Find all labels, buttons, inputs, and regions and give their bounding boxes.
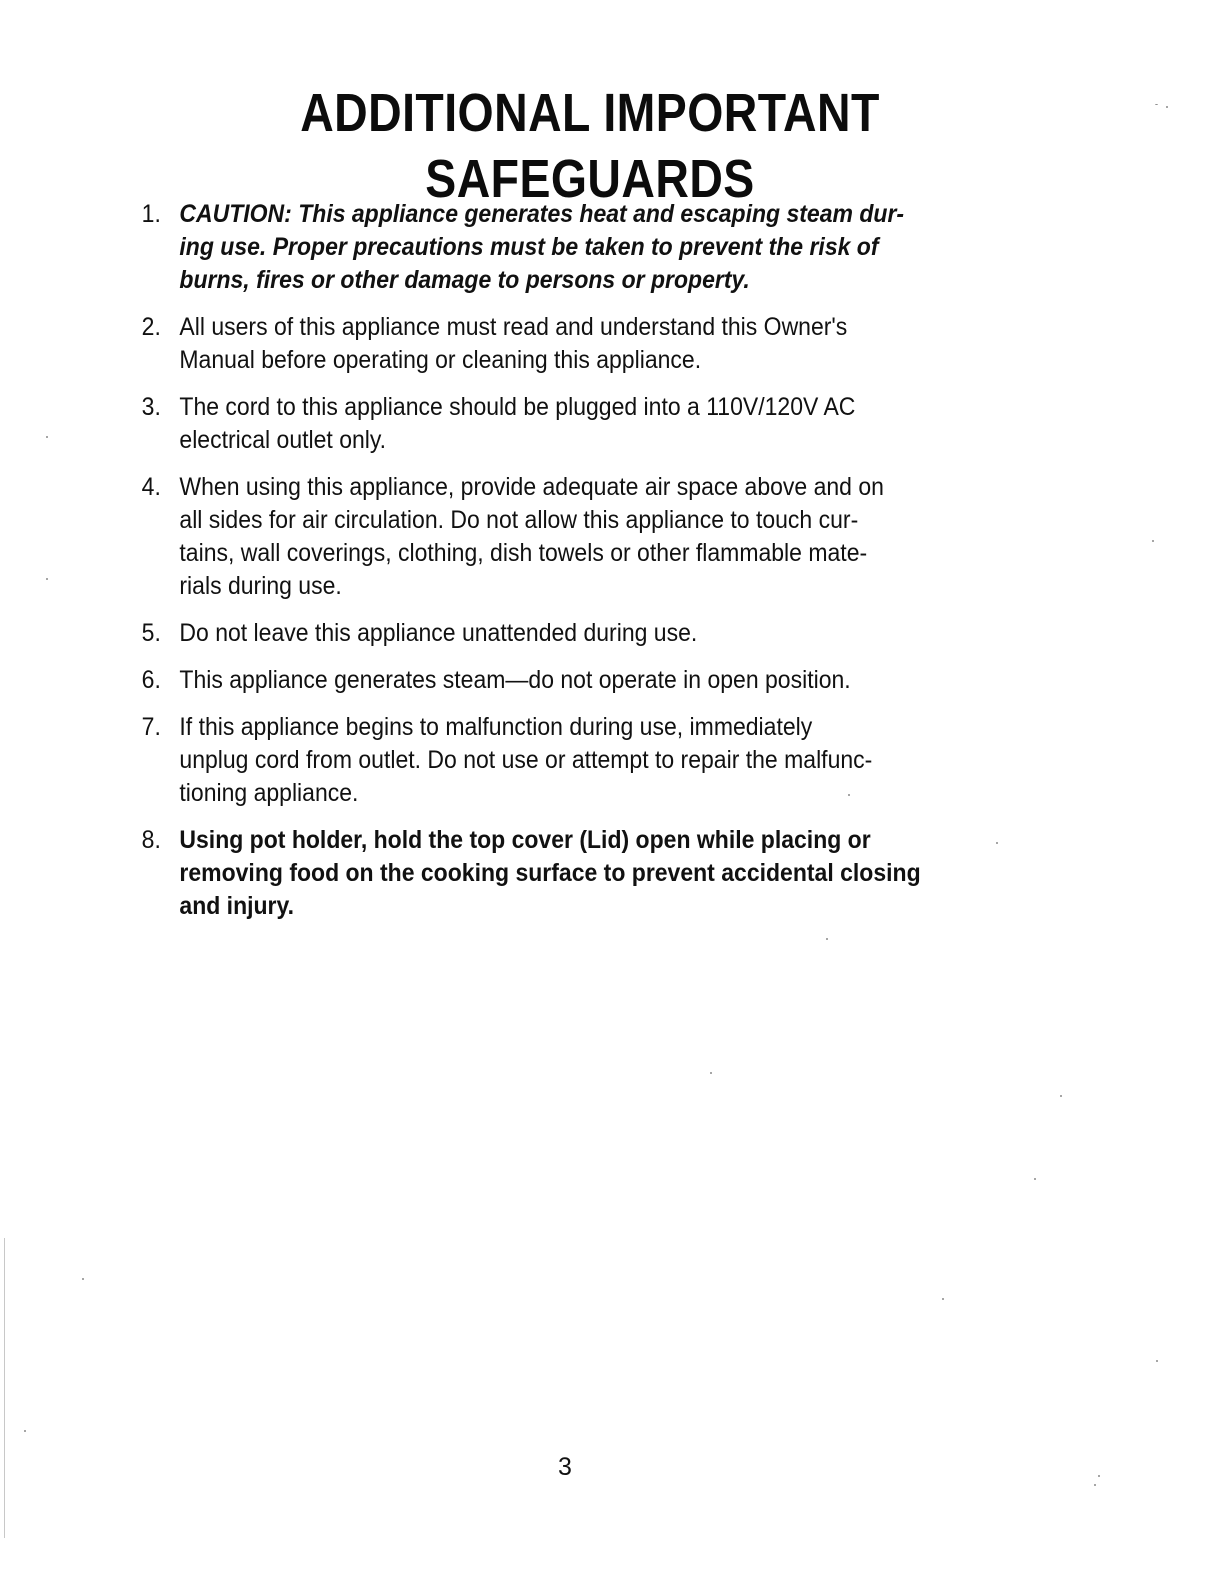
safeguard-item-8 [138, 824, 1040, 923]
item-line: rials during use. [179, 572, 342, 600]
item-line: This appliance generates steam—do not operate in open position. [179, 666, 851, 694]
scan-speck [942, 1298, 944, 1300]
item-line: burns, fires or other damage to persons or property. [179, 266, 750, 294]
item-number: 6. [141, 666, 161, 694]
page-title-line-1: ADDITIONAL IMPORTANT [300, 83, 880, 144]
item-text [179, 711, 1039, 810]
item-line: The cord to this appliance should be plugged into a 110V/120V AC [179, 393, 856, 421]
scan-speck [710, 1072, 712, 1074]
scan-edge-line [4, 1238, 5, 1538]
scan-speck [848, 794, 850, 796]
safeguard-item-6 [138, 664, 1040, 697]
item-line: If this appliance begins to malfunction during use, immediately [179, 713, 813, 741]
scan-speck [1166, 106, 1168, 108]
safeguard-item-5 [138, 617, 1040, 650]
scan-speck [826, 938, 828, 940]
item-text [179, 664, 1039, 697]
item-line: unplug cord from outlet. Do not use or attempt to repair the malfunc- [179, 746, 873, 774]
scan-speck [1152, 540, 1154, 542]
item-text [179, 198, 1039, 297]
item-line: removing food on the cooking surface to prevent accidental closing [179, 859, 921, 887]
item-line: CAUTION: This appliance generates heat and escaping steam dur- [179, 200, 905, 228]
item-line: When using this appliance, provide adequate air space above and on [179, 473, 884, 501]
item-line: Using pot holder, hold the top cover (Lid) open while placing or [179, 826, 871, 854]
item-number: 3. [141, 393, 161, 421]
item-line: tains, wall coverings, clothing, dish towels or other flammable mate- [179, 539, 868, 567]
scan-speck [24, 1430, 26, 1432]
page-title [83, 80, 1098, 212]
item-line: tioning appliance. [179, 779, 359, 807]
safeguard-item-2 [138, 311, 1040, 377]
item-text [179, 391, 1039, 457]
safeguard-item-3 [138, 391, 1040, 457]
item-line: ing use. Proper precautions must be taken to prevent the risk of [179, 233, 879, 261]
scan-speck [1098, 1475, 1100, 1477]
item-line: and injury. [179, 892, 294, 920]
item-text [179, 617, 1039, 650]
scan-speck [1155, 104, 1158, 105]
scan-speck [1034, 1178, 1036, 1180]
item-line: Manual before operating or cleaning this appliance. [179, 346, 702, 374]
item-line: electrical outlet only. [179, 426, 387, 454]
item-line: all sides for air circulation. Do not allow this appliance to touch cur- [179, 506, 859, 534]
item-line: All users of this appliance must read and understand this Owner's [179, 313, 848, 341]
item-line: Do not leave this appliance unattended during use. [179, 619, 698, 647]
page-number: 3 [558, 1453, 572, 1481]
safeguards-list [138, 198, 998, 937]
scan-speck [46, 436, 48, 438]
item-text [179, 311, 1039, 377]
item-text [179, 824, 1039, 923]
item-number: 7. [141, 713, 161, 741]
item-text [179, 471, 1039, 603]
safeguard-item-4 [138, 471, 1040, 603]
item-number: 8. [141, 826, 161, 854]
page-title-line-2: SAFEGUARDS [425, 149, 755, 210]
item-number: 2. [141, 313, 161, 341]
item-number: 4. [141, 473, 161, 501]
safeguard-item-1 [138, 198, 1040, 297]
item-number: 5. [141, 619, 161, 647]
scan-speck [996, 842, 998, 844]
safeguard-item-7 [138, 711, 1040, 810]
item-number: 1. [141, 200, 161, 228]
scan-speck [82, 1278, 84, 1280]
scan-speck [1094, 1484, 1096, 1486]
scan-speck [46, 578, 48, 580]
scan-speck [1060, 1095, 1062, 1097]
scan-speck [1156, 1360, 1158, 1362]
